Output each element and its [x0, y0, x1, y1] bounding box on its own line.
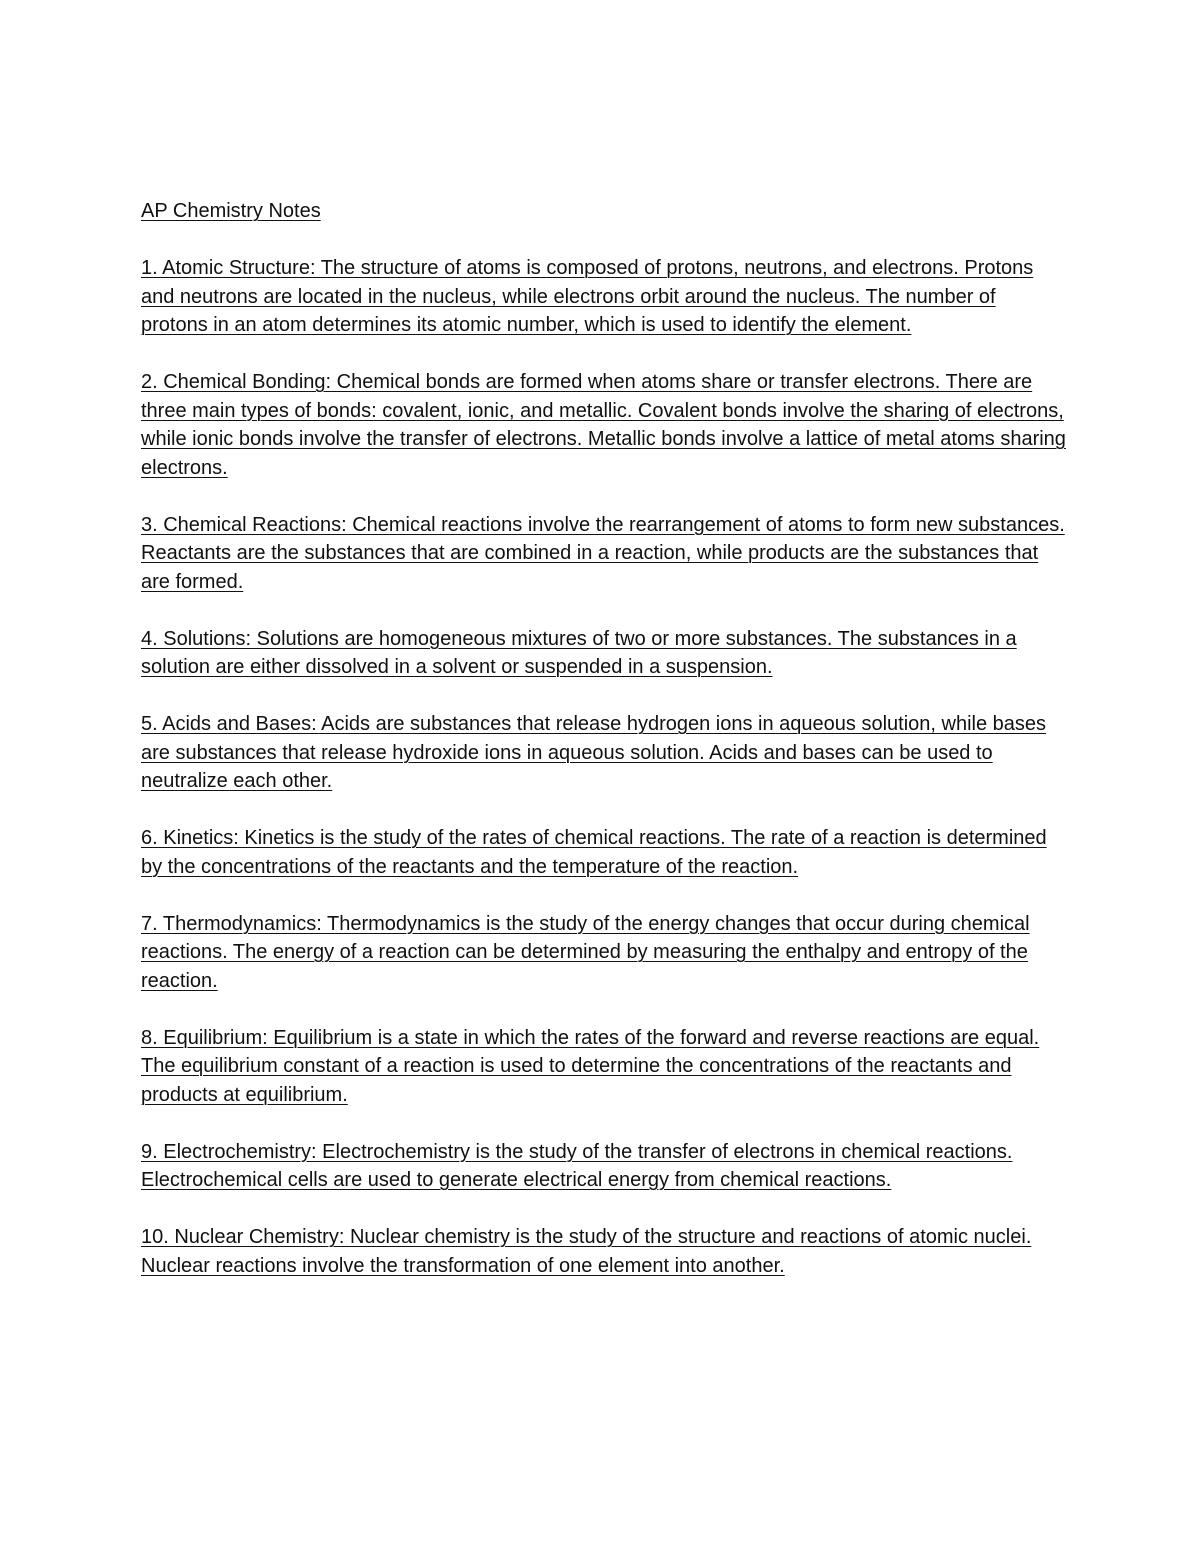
note-solutions: 4. Solutions: Solutions are homogeneous mixtures of two or more substances. The substances in a solution are either dissolved in a solvent or suspended in a suspension.: [141, 627, 1017, 678]
note-atomic-structure: 1. Atomic Structure: The structure of atoms is composed of protons, neutrons, and electrons. Protons and neutrons are located in the nucleus, while electrons orbit around the nucleus. The number of protons in an atom determines its atomic number, which is used to identify the element.: [141, 257, 1034, 336]
note-equilibrium: 8. Equilibrium: Equilibrium is a state in which the rates of the forward and reverse reactions are equal. The equilibrium constant of a reaction is used to determine the concentrations of the reactants and products at equilibrium.: [141, 1026, 1040, 1106]
note-chemical-reactions: 3. Chemical Reactions: Chemical reactions involve the rearrangement of atoms to form new substances. Reactants are the substances that are combined in a reaction, while products are the substances that are formed.: [141, 513, 1065, 593]
note-electrochemistry: 9. Electrochemistry: Electrochemistry is the study of the transfer of electrons in chemical reactions. Electrochemical cells are used to generate electrical energy from chemical reactions.: [141, 1140, 1013, 1191]
note-nuclear-chemistry: 10. Nuclear Chemistry: Nuclear chemistry is the study of the structure and reactions of atomic nuclei. Nuclear reactions involve the transformation of one element into another.: [141, 1226, 1032, 1277]
note-kinetics: 6. Kinetics: Kinetics is the study of the rates of chemical reactions. The rate of a reaction is determined by the concentrations of the reactants and the temperature of the reaction.: [141, 827, 1047, 878]
note-thermodynamics: 7. Thermodynamics: Thermodynamics is the study of the energy changes that occur during chemical reactions. The energy of a reaction can be determined by measuring the enthalpy and entropy of the reaction.: [141, 912, 1030, 992]
note-chemical-bonding: 2. Chemical Bonding: Chemical bonds are formed when atoms share or transfer electrons. There are three main types of bonds: covalent, ionic, and metallic. Covalent bonds involve the sharing of electrons, while ionic bonds involve the transfer of electrons. Metallic bonds involve a lattice of metal atoms sharing electrons.: [141, 371, 1066, 479]
note-acids-and-bases: 5. Acids and Bases: Acids are substances that release hydrogen ions in aqueous solution, while bases are substances that release hydroxide ions in aqueous solution. Acids and bases can be used to neutralize each other.: [141, 713, 1047, 792]
document-body: [141, 197, 1066, 1309]
document-title: AP Chemistry Notes: [141, 200, 321, 222]
